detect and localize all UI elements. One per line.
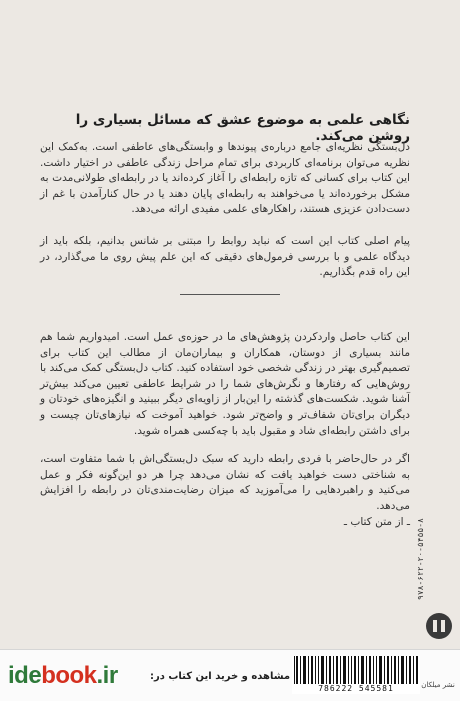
barcode-icon xyxy=(292,656,420,684)
publisher-name: نشر میلکان xyxy=(421,681,455,689)
buy-text[interactable]: مشاهده و خرید این کتاب در: xyxy=(150,671,291,682)
headline: نگاهی علمی به موضوع عشق که مسائل بسیاری را روشن می‌کند. xyxy=(75,112,410,144)
paragraph-3: این کتاب حاصل واردکردن پژوهش‌های ما در حوزه‌ی عمل است. امیدواریم شما هم مانند بسیاری از دوستان، همکاران و بیماران‌مان از مطالب این کتاب برای تصمیم‌گیری بهتر در زندگی شخصی خود استفاده کنید. کتاب دل‌بستگی کمک می‌کند با روش‌هایی که رفتارها و نگرش‌های شما را در شرایط عاطفی تعیین می‌کند بیش‌تر آشنا شوید. شکست‌های گذشته را این‌بار از زاویه‌ای دیگر ببینید و انگیزه‌های خودتان و دیگران برای‌تان شفاف‌تر و واضح‌تر شود. خواهید آموخت که نیازهای‌تان چیست و برای داشتن رابطه‌ای شاد و مقبول باید با چه‌کسی همراه شوید. xyxy=(40,331,410,437)
idebook-logo[interactable]: idebook.ir xyxy=(8,662,118,689)
bottom-ad-bar[interactable] xyxy=(0,649,460,701)
barcode-number: 786222 545581 xyxy=(318,684,394,693)
paragraph-2: پیام اصلی کتاب این است که نباید روابط را مبتنی بر شانس بدانیم، بلکه باید از دیدگاه علمی و با بررسی فرمول‌های دقیقی که این علم پیش روی ما می‌گذارد، در این راه قدم بگذاریم. xyxy=(40,235,410,279)
publisher-logo-icon xyxy=(424,604,454,644)
quote-source: ـ از متن کتاب ـ xyxy=(343,516,410,528)
isbn-vertical: ۹۷۸-۶۲۲-۲۰-۵۴۵۵-۸ xyxy=(416,518,425,600)
barcode xyxy=(292,656,420,694)
paragraph-1: دل‌بستگی نظریه‌ای جامع درباره‌ی پیوندها و وابستگی‌های عاطفی است. به‌کمک این نظریه می‌توان برنامه‌ای کاربردی برای تمام مراحل زندگی عاطفی در اختیار داشت. این کتاب برای کسانی که تازه رابطه‌ای را آغاز کرده‌اند یا در رابطه‌ای طولانی‌مدت به مشکل برخورده‌اند یا می‌خواهند به رابطه‌ای پایان دهند یا در حال کنارآمدن با غم از دست‌دادن عزیزی هستند، راهکارهای علمی مفیدی ارائه می‌دهد. xyxy=(40,141,410,216)
section-divider xyxy=(180,294,280,295)
paragraph-4: اگر در حال‌حاضر با فردی رابطه دارید که سبک دل‌بستگی‌اش با شما متفاوت است، به‌ شناختی دست خواهید یافت که نشان می‌دهد چرا هر دو این‌گونه فکر و عمل می‌کنید و راهبردهایی را می‌آموزید که میزان رضایت‌مندی‌تان در رابطه را افزایش می‌دهد. xyxy=(40,453,410,512)
